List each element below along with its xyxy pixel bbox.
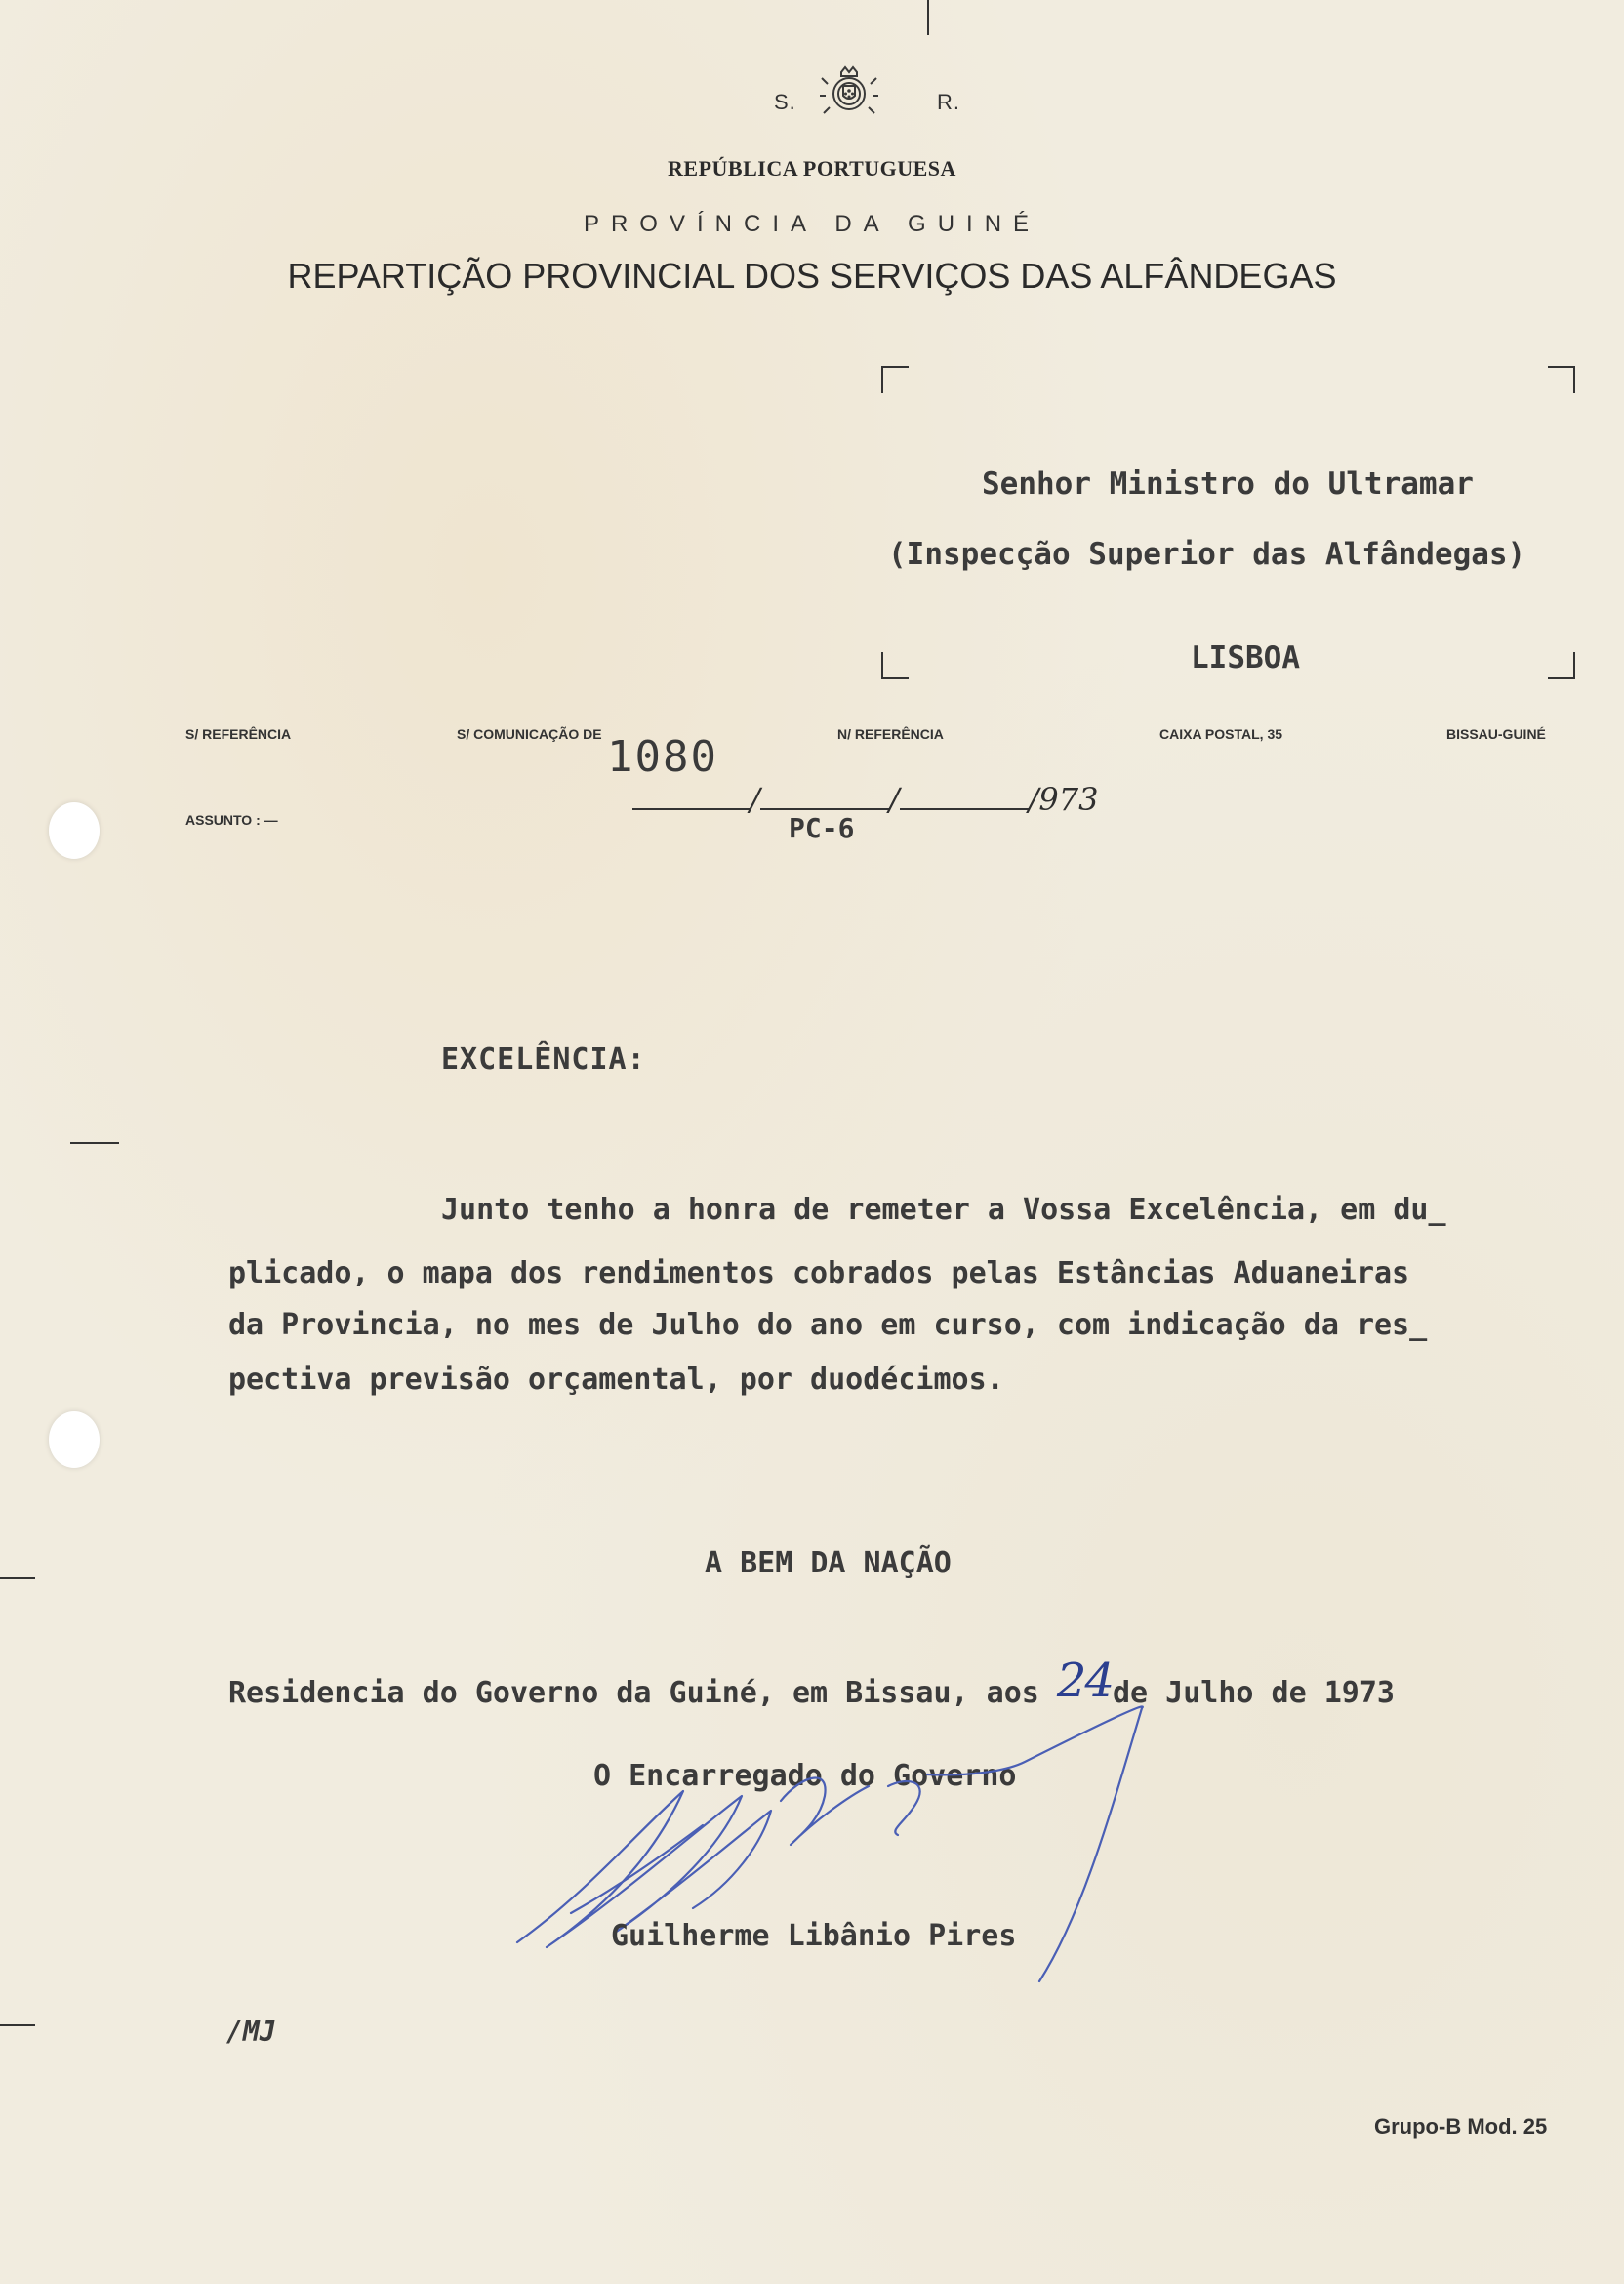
address-corner-top-left xyxy=(881,366,909,393)
handwritten-day: 24 xyxy=(1056,1653,1113,1708)
signer-name: Guilherme Libânio Pires xyxy=(611,1919,1017,1953)
address-corner-bottom-left xyxy=(881,652,909,679)
recipient-department: (Inspecção Superior das Alfândegas) xyxy=(888,537,1526,572)
reference-date-line: / / /973 xyxy=(632,781,1098,818)
body-line-4: pectiva previsão orçamental, por duodécimos. xyxy=(228,1363,1004,1397)
place-prefix: Residencia do Governo da Guiné, em Bissau, aos xyxy=(228,1676,1039,1710)
bissau-label: BISSAU-GUINÉ xyxy=(1446,726,1546,742)
s-comunicacao-label: S/ COMUNICAÇÃO DE xyxy=(457,726,602,742)
address-corner-bottom-right xyxy=(1548,652,1575,679)
signer-role: O Encarregado do Governo xyxy=(593,1759,1017,1793)
coat-of-arms-icon xyxy=(818,64,880,119)
caixa-postal-label: CAIXA POSTAL, 35 xyxy=(1159,726,1283,742)
body-line-3: da Provincia, no mes de Julho do ano em curso, com indicação da res_ xyxy=(228,1308,1428,1342)
form-code: Grupo-B Mod. 25 xyxy=(1374,2114,1548,2139)
assunto-label: ASSUNTO : — xyxy=(185,812,278,828)
recipient-line: Senhor Ministro do Ultramar xyxy=(982,467,1474,502)
salutation: EXCELÊNCIA: xyxy=(441,1042,646,1077)
reparticao-heading: REPARTIÇÃO PROVINCIAL DOS SERVIÇOS DAS ALFÂNDEGAS xyxy=(287,256,1337,296)
header-sr-left: S. xyxy=(774,90,796,114)
punch-hole-lower xyxy=(49,1411,100,1468)
n-referencia-label: N/ REFERÊNCIA xyxy=(837,726,944,742)
body-line-2: plicado, o mapa dos rendimentos cobrados pelas Estâncias Aduaneiras xyxy=(228,1256,1410,1290)
fold-mark-1 xyxy=(70,1142,119,1144)
republica-heading: REPÚBLICA PORTUGUESA xyxy=(668,156,956,181)
fold-mark-3 xyxy=(0,2024,35,2026)
handwritten-signature xyxy=(478,1659,1181,2011)
s-referencia-label: S/ REFERÊNCIA xyxy=(185,726,292,742)
reference-year: /973 xyxy=(1028,781,1099,818)
reference-code: PC-6 xyxy=(789,812,855,844)
fold-mark-2 xyxy=(0,1577,35,1579)
reference-number: 1080 xyxy=(607,732,718,782)
body-line-1: Junto tenho a honra de remeter a Vossa Excelência, em du_ xyxy=(441,1193,1446,1227)
address-corner-top-right xyxy=(1548,366,1575,393)
header-sr-right: R. xyxy=(937,90,960,114)
place-suffix: de Julho de 1973 xyxy=(1112,1676,1395,1710)
top-fold-mark xyxy=(927,0,929,35)
provincia-heading: PROVÍNCIA DA GUINÉ xyxy=(583,211,1041,237)
punch-hole-upper xyxy=(49,802,100,859)
closing-formula: A BEM DA NAÇÃO xyxy=(705,1546,952,1580)
typist-initials: /MJ xyxy=(226,2016,276,2048)
recipient-city: LISBOA xyxy=(1191,640,1300,675)
